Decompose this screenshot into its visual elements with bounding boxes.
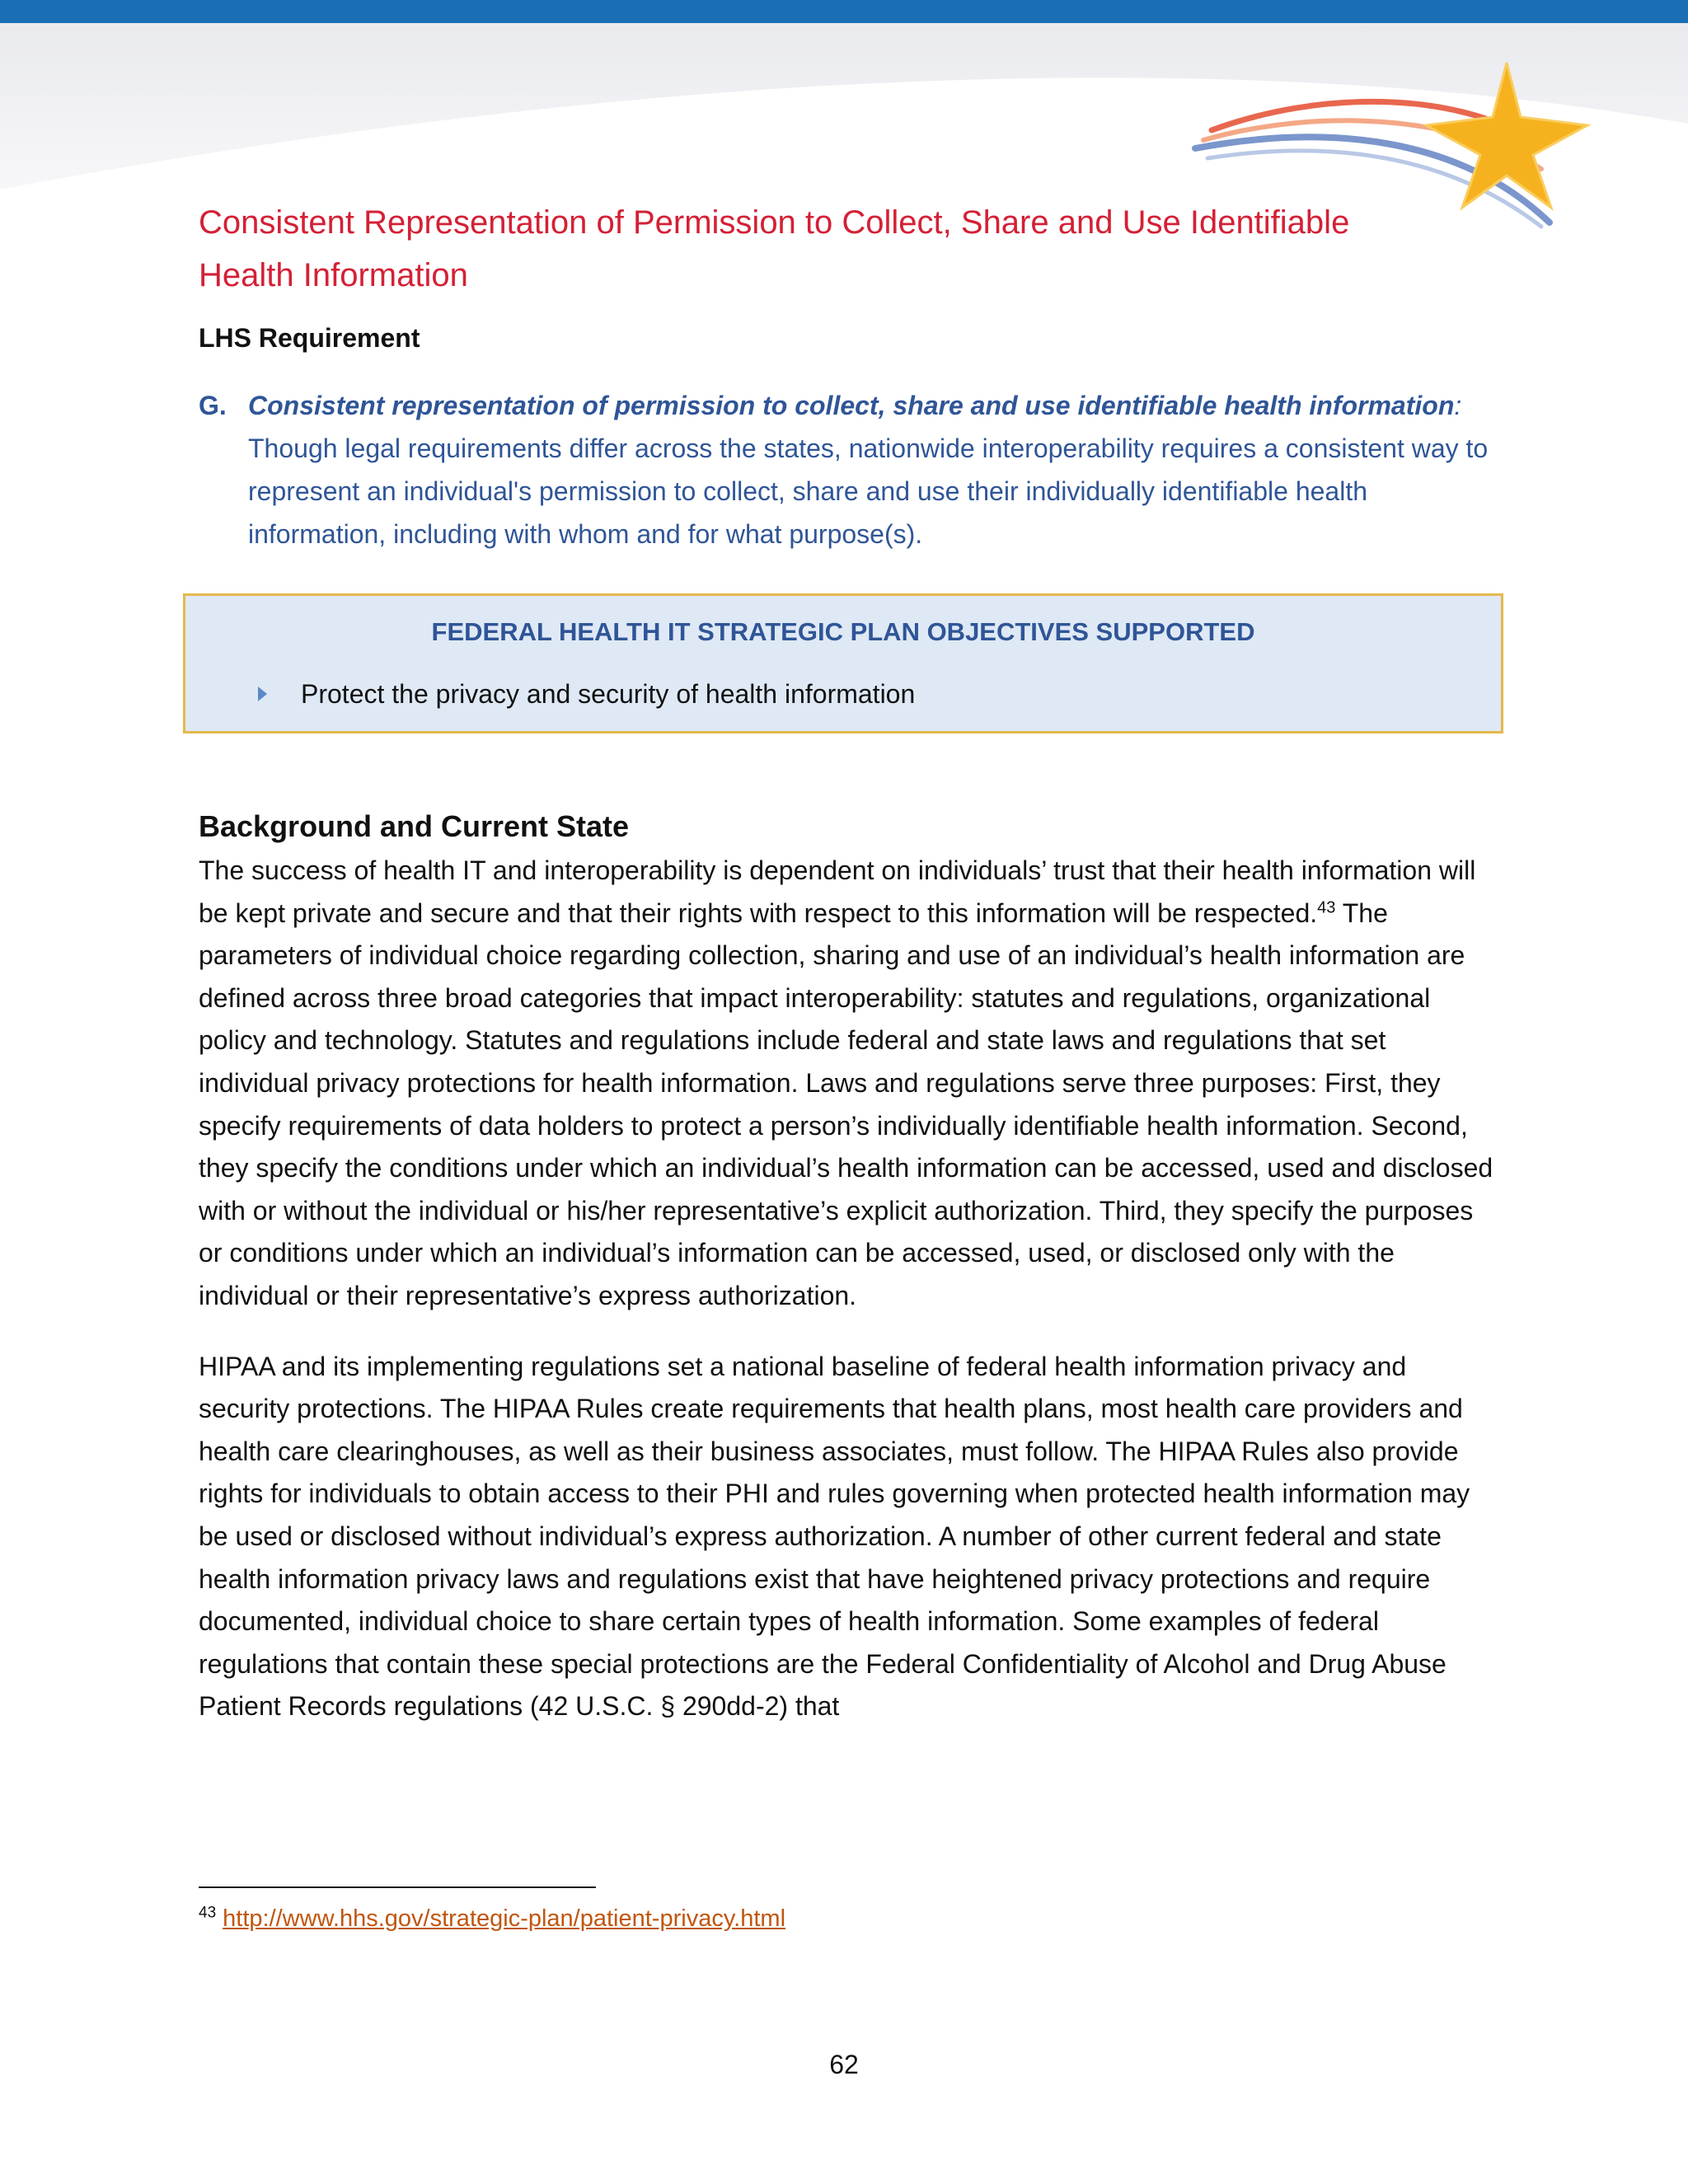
triangle-bullet-icon [258,687,267,701]
top-color-bar [0,0,1688,23]
footnote-number: 43 [199,1904,217,1922]
background-section [199,804,1501,1728]
section-title-line-1: Consistent Representation of Permission to Collect, Share and Use Identifiable [199,204,1350,241]
objectives-box [183,593,1503,733]
background-paragraph-1 [199,850,1501,1318]
background-paragraph-2: HIPAA and its implementing regulations set a national baseline of federal health information privacy and security protections. The HIPAA Rules create requirements that health plans, most health care providers and health care clearinghouses, as well as their business associates, must follow. The HIPAA Rules also provide rights for individuals to obtain access to their PHI and rules governing when protected health information may be used or disclosed without individual’s express authorization. A number of other current federal and state health information privacy laws and regulations exist that have heightened privacy protections and require documented, individual choice to share certain types of health information. Some examples of federal regulations that contain these special protections are the Federal Confidentiality of Alcohol and Drug Abuse Patient Records regulations (42 U.S.C. § 290dd-2) that [199,1351,1470,1722]
requirement-colon: : [1454,391,1462,420]
section-title [199,196,1501,302]
footnote-link[interactable]: http://www.hhs.gov/strategic-plan/patient-privacy.html [223,1905,786,1932]
objective-text: Protect the privacy and security of health information [301,679,916,709]
footnote-ref[interactable]: 43 [1317,898,1336,916]
footnote [199,1902,785,1935]
page-number: 62 [829,2050,859,2079]
requirement-label: LHS Requirement [199,323,420,353]
requirement-body: Though legal requirements differ across the states, nationwide interoperability requires a consistent way to represent an individual's permission to collect, share and use their individually identifiable health information, including with whom and for what purpose(s). [248,434,1489,549]
paragraph-1-rest: The parameters of individual choice regarding collection, sharing and use of an individual’s health information are defined across three broad categories that impact interoperability: statutes and regulations, organizational policy and technology. Statutes and regulations include federal and state laws and regulations that set individual privacy protections for health information. Laws and regulations serve three purposes: First, they specify requirements of data holders to protect a person’s individually identifiable health information. Second, they specify the conditions under which an individual’s health information can be accessed, used and disclosed with or without the individual or his/her representative’s explicit authorization. Third, they specify the purposes or conditions under which an individual’s information can be accessed, used, or disclosed only with the individual or their representative’s express authorization. [199,898,1493,1310]
requirement-letter: G. [199,391,227,420]
footnote-divider [199,1886,596,1888]
background-heading: Background and Current State [199,809,630,843]
requirement-lead: Consistent representation of permission to collect, share and use identifiable health information [248,391,1455,420]
objectives-heading: FEDERAL HEALTH IT STRATEGIC PLAN OBJECTIVES SUPPORTED [431,617,1255,646]
objective-item [258,677,915,711]
section-title-line-2: Health Information [199,257,468,293]
requirement-section [199,196,1501,555]
requirement-item [199,384,1501,555]
paragraph-1-start: The success of health IT and interoperability is dependent on individuals’ trust that their health information will be kept private and secure and that their rights with respect to this information will be respected. [199,855,1476,928]
